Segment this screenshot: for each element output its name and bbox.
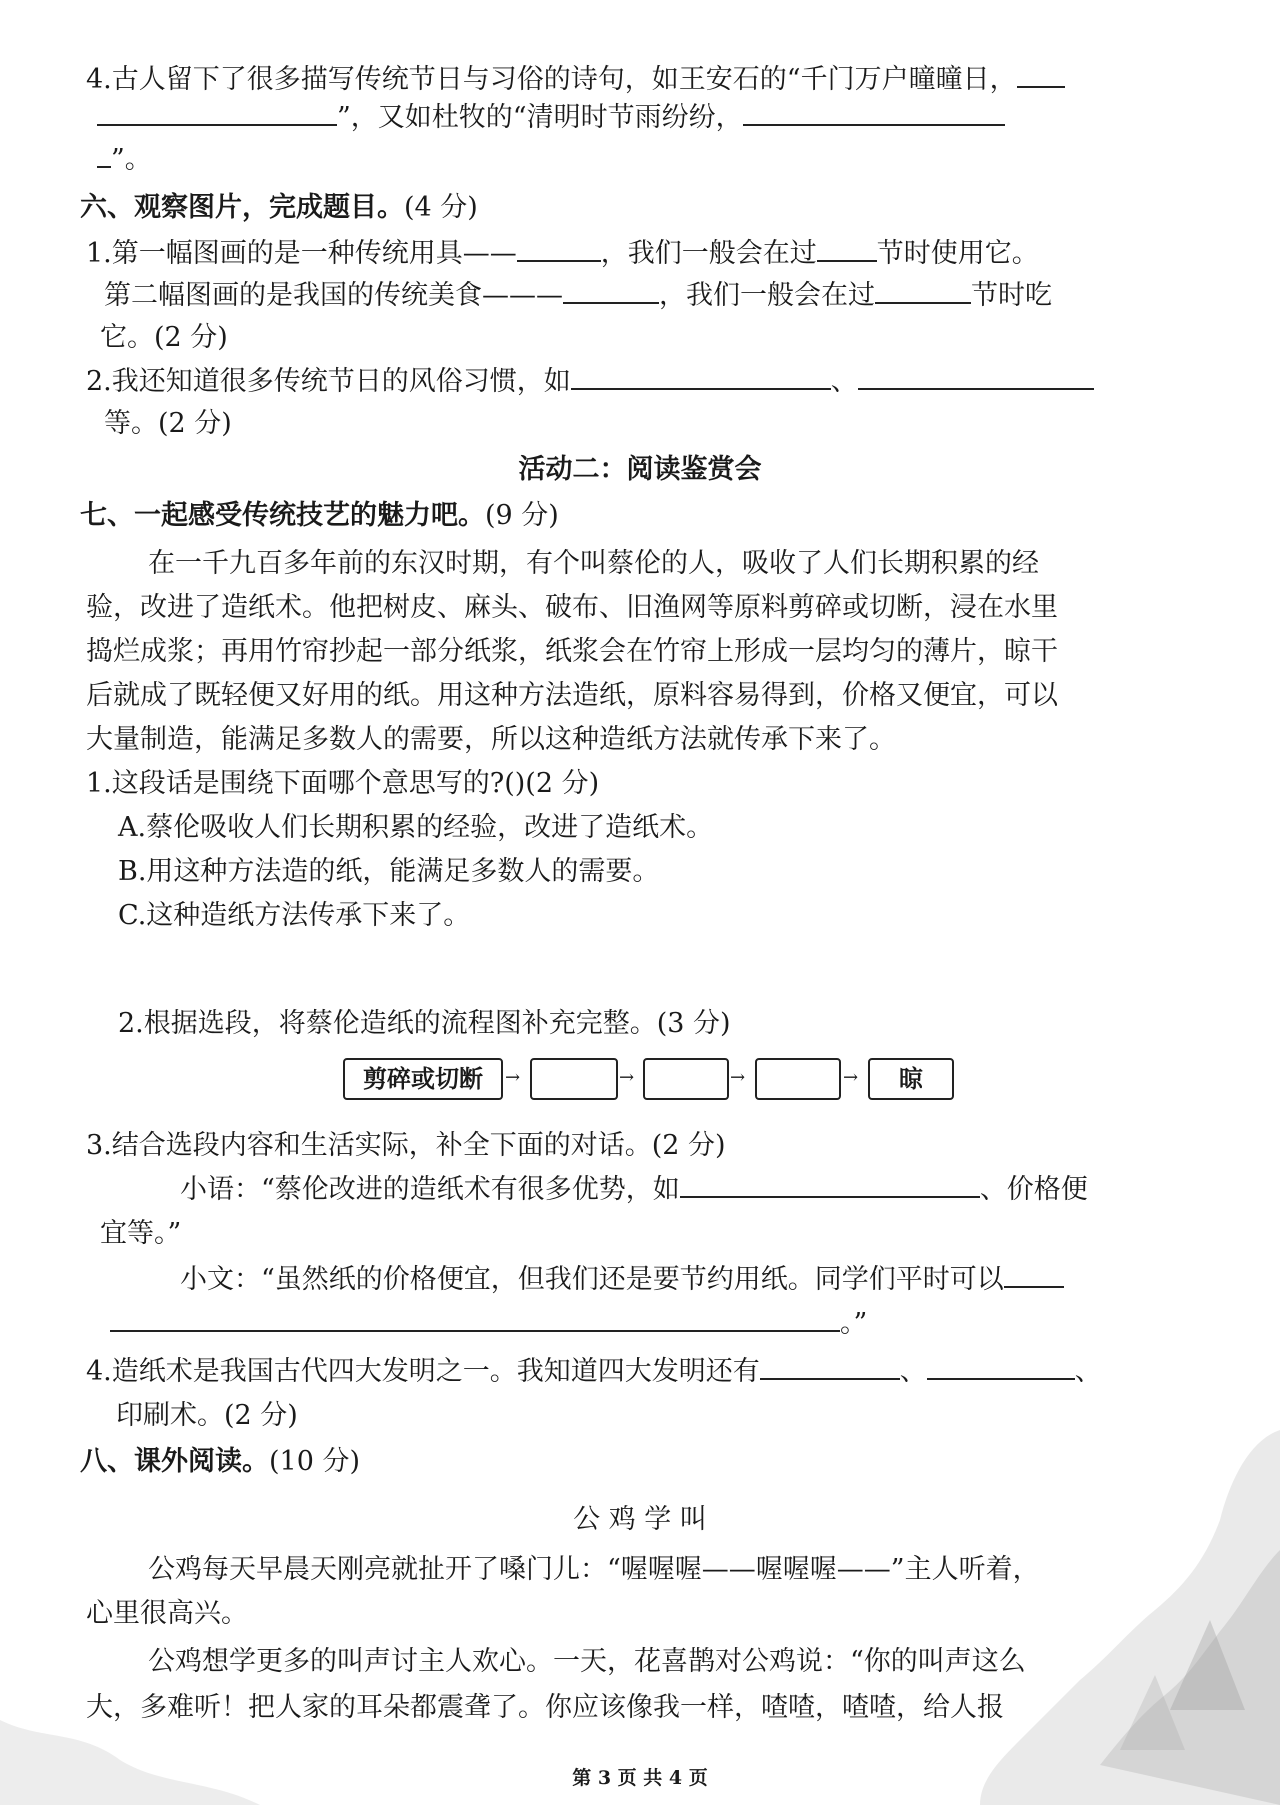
story-line: 心里很高兴。	[86, 1598, 248, 1629]
blank[interactable]	[110, 1306, 840, 1332]
blank[interactable]	[760, 1354, 900, 1380]
ink-mountain-decoration	[980, 1410, 1280, 1805]
q7-3-xiaoyu-cont: 宜等。”	[100, 1218, 182, 1249]
q5-4-line1: 4.古人留下了很多描写传统节日与习俗的诗句，如王安石的“千门万户曈曈日，	[86, 62, 1065, 98]
passage-line: 后就成了既轻便又好用的纸。用这种方法造纸，原料容易得到，价格又便宜，可以	[86, 680, 1058, 711]
blank[interactable]	[563, 278, 659, 304]
blank[interactable]	[97, 142, 111, 168]
blank[interactable]	[1004, 1262, 1064, 1288]
flow-step-cut: 剪碎或切断	[343, 1058, 503, 1100]
option-a[interactable]: A.蔡伦吸收人们长期积累的经验，改进了造纸术。	[118, 812, 714, 843]
story-title: 公 鸡 学 叫	[573, 1504, 707, 1535]
flow-arrow: →	[843, 1067, 859, 1088]
blank[interactable]	[571, 364, 831, 390]
page-number: 第 3 页 共 4 页	[572, 1767, 708, 1789]
flow-arrow: →	[730, 1067, 746, 1088]
blank[interactable]	[97, 100, 337, 126]
q7-1: 1.这段话是围绕下面哪个意思写的?()(2 分)	[86, 768, 600, 799]
q7-3-xiaowen: 小文：“虽然纸的价格便宜，但我们还是要节约用纸。同学们平时可以	[180, 1262, 1064, 1298]
q7-3: 3.结合选段内容和生活实际，补全下面的对话。(2 分)	[86, 1130, 726, 1161]
option-b[interactable]: B.用这种方法造的纸，能满足多数人的需要。	[118, 856, 660, 887]
q6-1-line2: 第二幅图画的是我国的传统美食——— ，我们一般会在过 节时吃	[104, 280, 1052, 311]
passage-line: 大量制造，能满足多数人的需要，所以这种造纸方法就传承下来了。	[86, 724, 896, 755]
q7-2: 2.根据选段，将蔡伦造纸的流程图补充完整。(3 分)	[118, 1008, 731, 1039]
story-line: 公鸡想学更多的叫声讨主人欢心。一天，花喜鹊对公鸡说：“你的叫声这么	[148, 1646, 1026, 1677]
blank[interactable]	[1017, 62, 1065, 88]
flow-step-blank-3[interactable]	[755, 1058, 841, 1100]
q6-1-line1: 1.第一幅图画的是一种传统用具—— ，我们一般会在过 节时使用它。	[86, 238, 1039, 269]
blank[interactable]	[680, 1172, 980, 1198]
section-7-heading: 七、一起感受传统技艺的魅力吧。(9 分)	[80, 500, 559, 531]
story-line: 大，多难听！把人家的耳朵都震聋了。你应该像我一样，喳喳，喳喳，给人报	[86, 1692, 1004, 1723]
blank[interactable]	[875, 278, 971, 304]
q6-2-line2: 等。(2 分)	[104, 408, 232, 439]
flow-arrow: →	[505, 1067, 521, 1088]
q5-4-line2: ”，又如杜牧的“清明时节雨纷纷，	[97, 100, 1005, 136]
flow-step-dry: 晾	[868, 1058, 954, 1100]
section-8-heading: 八、课外阅读。(10 分)	[80, 1446, 361, 1477]
blank[interactable]	[743, 100, 1005, 126]
activity-2-heading: 活动二：阅读鉴赏会	[518, 454, 762, 485]
blank[interactable]	[817, 236, 877, 262]
passage-line: 捣烂成浆；再用竹帘抄起一部分纸浆，纸浆会在竹帘上形成一层均匀的薄片，晾干	[86, 636, 1058, 667]
q7-3-xiaoyu: 小语：“蔡伦改进的造纸术有很多优势，如 、价格便	[180, 1174, 1088, 1205]
flow-step-blank-2[interactable]	[643, 1058, 729, 1100]
q7-4: 4.造纸术是我国古代四大发明之一。我知道四大发明还有 、 、	[86, 1356, 1102, 1387]
blank[interactable]	[517, 236, 601, 262]
blank[interactable]	[858, 364, 1094, 390]
option-c[interactable]: C.这种造纸方法传承下来了。	[118, 900, 471, 931]
q6-2-line1: 2.我还知道很多传统节日的风俗习惯，如 、	[86, 364, 1094, 400]
flow-step-blank-1[interactable]	[530, 1058, 618, 1100]
q7-3-xiaowen-cont: 。”	[110, 1306, 867, 1342]
passage-line: 在一千九百多年前的东汉时期，有个叫蔡伦的人，吸收了人们长期积累的经	[148, 548, 1039, 579]
blank[interactable]	[927, 1354, 1075, 1380]
flow-arrow: →	[619, 1067, 635, 1088]
story-line: 公鸡每天早晨天刚亮就扯开了嗓门儿：“喔喔喔——喔喔喔——”主人听着，	[148, 1554, 1040, 1585]
q7-4-cont: 印刷术。(2 分)	[116, 1400, 298, 1431]
q5-4-line3: ”。	[97, 142, 152, 178]
q6-1-line3: 它。(2 分)	[100, 322, 228, 353]
section-6-heading: 六、观察图片，完成题目。(4 分)	[80, 192, 478, 223]
passage-line: 验，改进了造纸术。他把树皮、麻头、破布、旧渔网等原料剪碎或切断，浸在水里	[86, 592, 1058, 623]
